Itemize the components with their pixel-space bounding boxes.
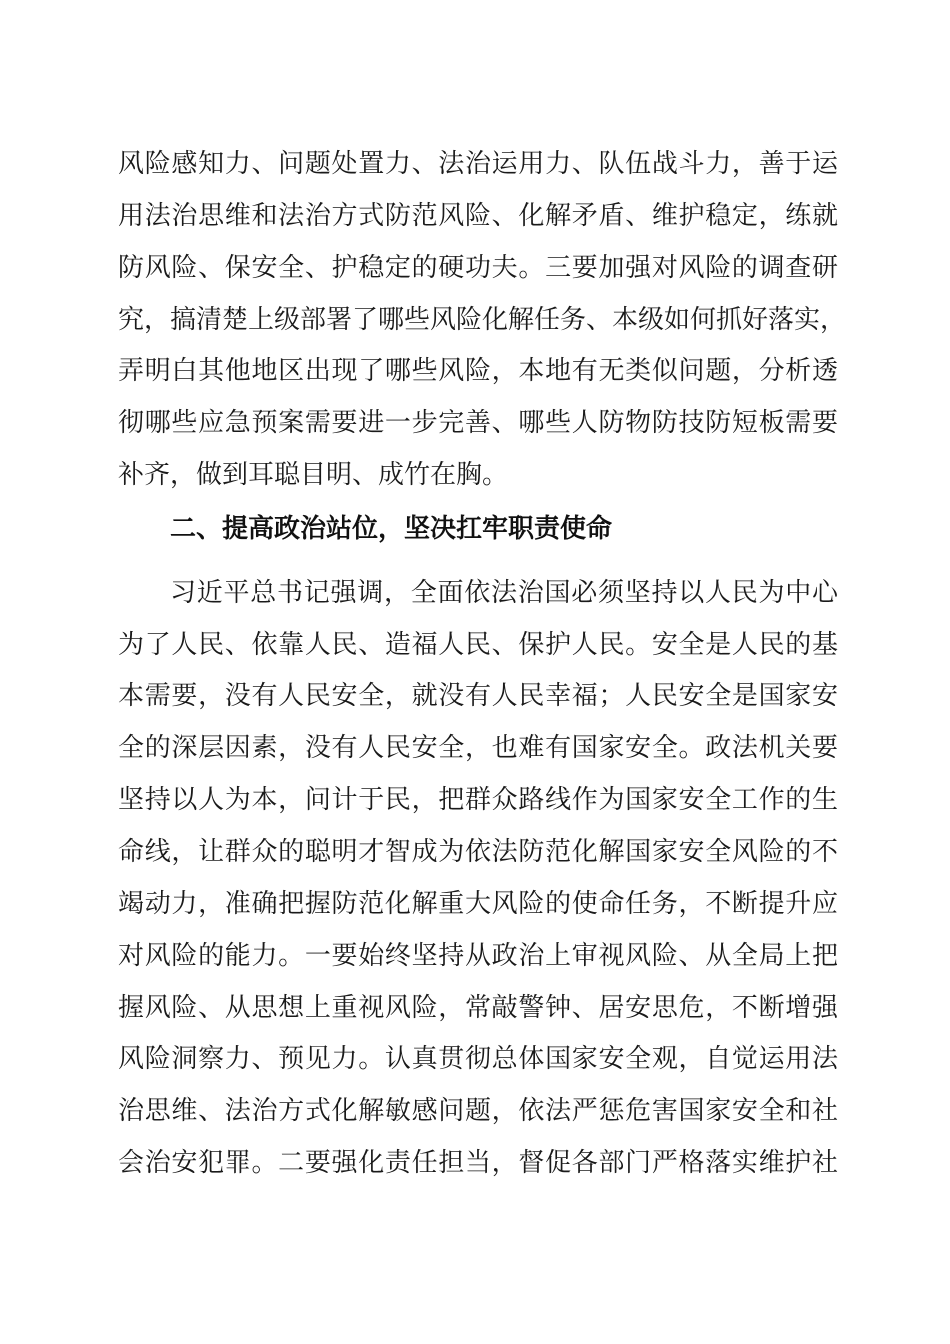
paragraph-line: 究，搞清楚上级部署了哪些风险化解任务、本级如何抓好落实，	[118, 305, 847, 335]
section-heading: 二、提高政治站位，坚决扛牢职责使命	[170, 514, 613, 544]
paragraph-line: 彻哪些应急预案需要进一步完善、哪些人防物防技防短板需要	[118, 408, 838, 438]
paragraph-line: 治思维、法治方式化解敏感问题，依法严惩危害国家安全和社	[118, 1096, 838, 1126]
paragraph-line: 用法治思维和法治方式防范风险、化解矛盾、维护稳定，练就	[118, 201, 838, 231]
paragraph-line: 补齐，做到耳聪目明、成竹在胸。	[118, 460, 509, 490]
paragraph-line: 为了人民、依靠人民、造福人民、保护人民。安全是人民的基	[118, 630, 838, 660]
paragraph-line: 全的深层因素，没有人民安全，也难有国家安全。政法机关要	[118, 733, 838, 763]
paragraph-line: 防风险、保安全、护稳定的硬功夫。三要加强对风险的调查研	[118, 253, 838, 283]
paragraph-line: 本需要，没有人民安全，就没有人民幸福；人民安全是国家安	[118, 681, 838, 711]
paragraph-line: 坚持以人为本，问计于民，把群众路线作为国家安全工作的生	[118, 785, 838, 815]
paragraph-line: 会治安犯罪。二要强化责任担当，督促各部门严格落实维护社	[118, 1148, 838, 1178]
paragraph-line: 竭动力，准确把握防范化解重大风险的使命任务，不断提升应	[118, 889, 838, 919]
paragraph-line: 对风险的能力。一要始终坚持从政治上审视风险、从全局上把	[118, 941, 838, 971]
paragraph-line: 弄明白其他地区出现了哪些风险，本地有无类似问题，分析透	[118, 356, 838, 386]
paragraph-line: 风险洞察力、预见力。认真贯彻总体国家安全观，自觉运用法	[118, 1044, 838, 1074]
paragraph-line: 习近平总书记强调，全面依法治国必须坚持以人民为中心	[170, 578, 838, 608]
paragraph-line: 命线，让群众的聪明才智成为依法防范化解国家安全风险的不	[118, 837, 838, 867]
paragraph-line: 风险感知力、问题处置力、法治运用力、队伍战斗力，善于运	[118, 149, 838, 179]
paragraph-line: 握风险、从思想上重视风险，常敲警钟、居安思危，不断增强	[118, 993, 838, 1023]
